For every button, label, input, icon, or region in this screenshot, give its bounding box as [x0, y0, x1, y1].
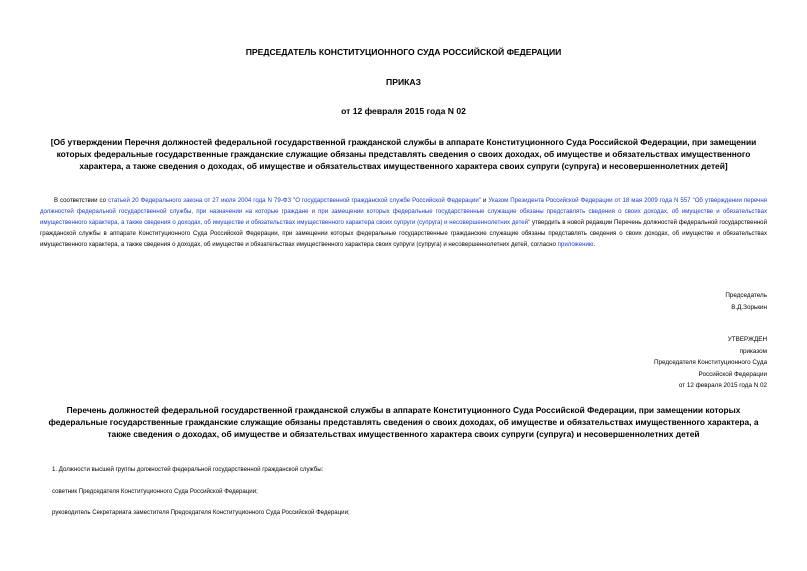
- approval-block: [654, 334, 767, 392]
- list-item: руководитель Секретариата заместителя Председателя Конституционного Суда Российской Федерации;: [52, 509, 350, 516]
- federal-law-link[interactable]: статьей 20 Федерального закона от 27 июля 2004 года N 79-ФЗ "О государственной гражданской службе Российской Федерации": [108, 197, 481, 204]
- approval-line-4: Российской Федерации: [698, 370, 767, 378]
- preamble-paragraph: [40, 195, 767, 250]
- approval-line-2: приказом: [739, 347, 767, 355]
- preamble-text-1: В соответствии со: [54, 197, 109, 204]
- list-item: советник Председателя Конституционного Суда Российской Федерации;: [52, 488, 258, 495]
- list-title: Перечень должностей федеральной государственной гражданской службы в аппарате Конституционного Суда Российской Федерации, при замещении которых федеральные государственные гражданские служащие обязаны представлять сведения о своих доходах, об имуществе и обязательствах имущественного характера, а также сведения о доходах, об имуществе и обязательствах имущественного характера своих супруги (супруга) и несовершеннолетних детей: [48, 405, 759, 439]
- approval-line-1: УТВЕРЖДЕН: [727, 336, 767, 343]
- signature-block: [725, 290, 767, 313]
- approval-line-3: Председателя Конституционного Суда: [653, 359, 767, 366]
- order-subject: [Об утверждении Перечня должностей федеральной государственной гражданской службы в аппарате Конституционного Суда Российской Федерации, при замещении которых федеральные государственные гражданские служащие обязаны представлять сведения о своих доходах, об имуществе и обязательствах имущественного характера, а также сведения о доходах, об имуществе и обязательствах имущественного характера своих супруги (супруга) и несовершеннолетних детей]: [50, 137, 757, 171]
- preamble-text-2: и: [480, 197, 489, 204]
- appendix-link[interactable]: приложению: [557, 241, 594, 248]
- signature-position: Председатель: [725, 292, 767, 299]
- preamble-text-4: .: [593, 241, 596, 248]
- presidential-decree-link[interactable]: Указом Президента Российской Федерации от 18 мая 2009 года N 557 "Об утверждении перечня должностей федеральной государственной службы, при назначении на которые граждане и при замещении которых федеральные государственные служащие обязаны представлять сведения о своих доходах, об имуществе и обязательствах имущественного характера, а также сведения о доходах, об имуществе и обязательствах имущественного характера своих супруги (супруга) и несовершеннолетних детей": [40, 197, 767, 226]
- issuer-heading: ПРЕДСЕДАТЕЛЬ КОНСТИТУЦИОННОГО СУДА РОССИЙСКОЙ ФЕДЕРАЦИИ: [245, 47, 562, 57]
- approval-line-5: от 12 февраля 2015 года N 02: [678, 382, 767, 389]
- signature-name: В.Д.Зорькин: [731, 303, 767, 311]
- date-number: от 12 февраля 2015 года N 02: [341, 106, 466, 116]
- doc-type-heading: ПРИКАЗ: [386, 77, 421, 87]
- preamble-text-3: утвердить в новой редакции Перечень должностей федеральной государственной гражданской службы в аппарате Конституционного Суда Российской Федерации, при замещении которых федеральные государственные гражданские служащие обязаны представлять сведения о своих доходах, об имуществе и обязательствах имущественного характера, а также сведения о доходах, об имуществе и обязательствах имущественного характера своих супруги (супруга) и несовершеннолетних детей, согласно: [40, 219, 767, 248]
- list-item: 1. Должности высшей группы должностей федеральной государственной гражданской службы:: [52, 466, 324, 473]
